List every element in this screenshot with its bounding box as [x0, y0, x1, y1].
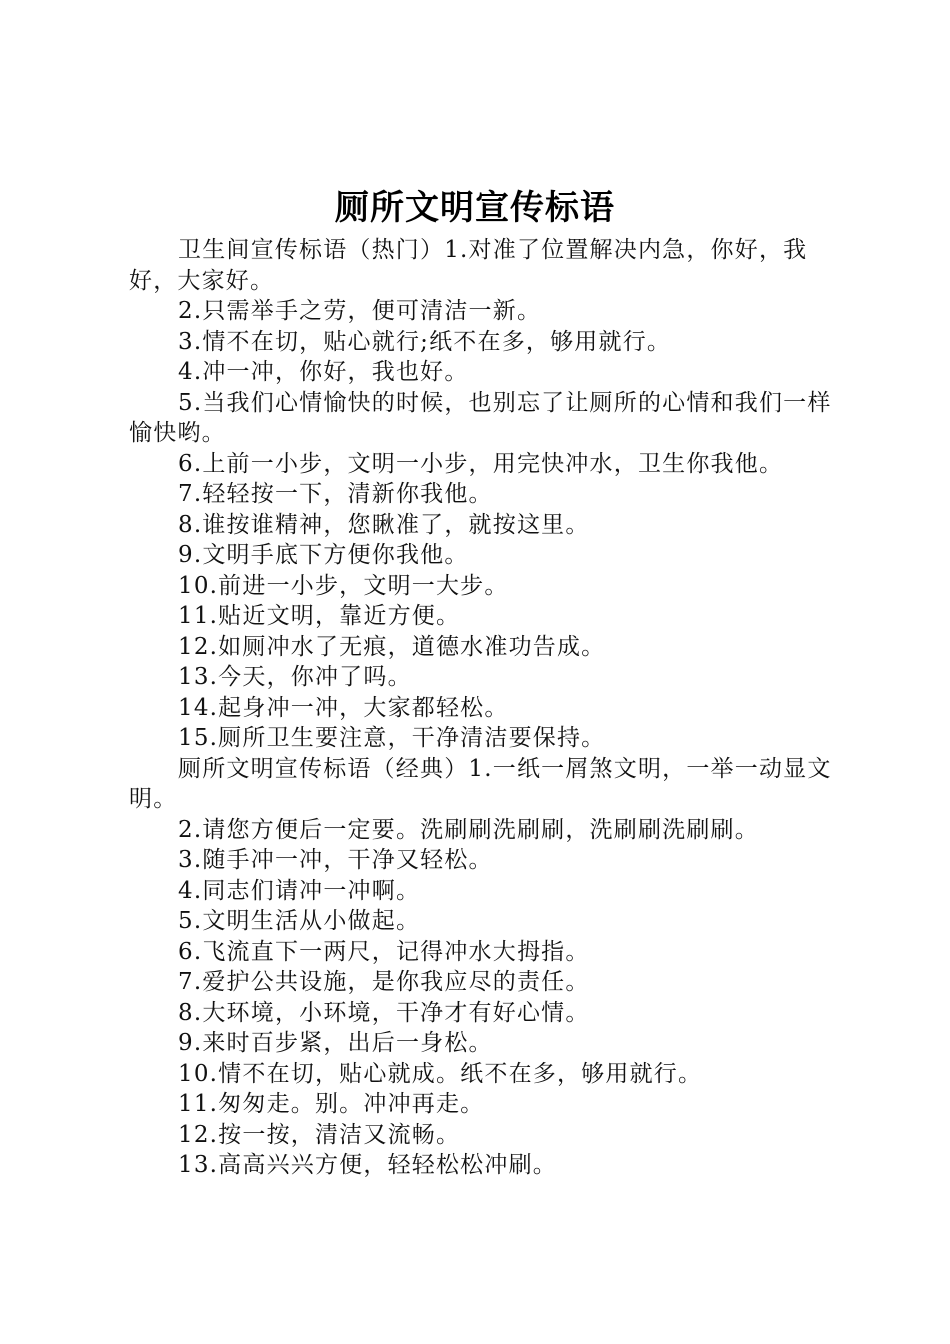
paragraph: 3.随手冲一冲，干净又轻松。 [178, 847, 493, 873]
paragraph: 8.大环境，小环境，干净才有好心情。 [178, 999, 590, 1026]
paragraph: 7.爱护公共设施，是你我应尽的责任。 [178, 969, 590, 995]
paragraph: 厕所文明宣传标语（经典）1.一纸一屑煞文明，一举一动显文明。 [129, 755, 832, 812]
paragraph: 5.文明生活从小做起。 [178, 908, 421, 934]
paragraph: 11.匆匆走。别。冲冲再走。 [178, 1091, 485, 1117]
paragraph: 10.情不在切，贴心就成。纸不在多，够用就行。 [178, 1060, 703, 1087]
paragraph: 6.上前一小步，文明一小步，用完快冲水，卫生你我他。 [178, 450, 784, 477]
paragraph: 2.请您方便后一定要。洗刷刷洗刷刷，洗刷刷洗刷刷。 [178, 816, 759, 843]
paragraph: 12.如厕冲水了无痕，道德水准功告成。 [178, 633, 606, 660]
paragraph: 9.文明手底下方便你我他。 [178, 542, 469, 568]
paragraph: 3.情不在切，贴心就行;纸不在多，够用就行。 [178, 328, 672, 355]
paragraph: 4.冲一冲，你好，我也好。 [178, 359, 469, 385]
paragraph: 12.按一按，清洁又流畅。 [178, 1121, 461, 1148]
paragraph: 9.来时百步紧，出后一身松。 [178, 1030, 493, 1056]
document-body [129, 235, 834, 1181]
document-title: 厕所文明宣传标语 [335, 188, 615, 228]
paragraph: 7.轻轻按一下，清新你我他。 [178, 481, 493, 507]
paragraph: 5.当我们心情愉快的时候，也别忘了让厕所的心情和我们一样愉快哟。 [129, 389, 832, 446]
paragraph: 13.今天，你冲了吗。 [178, 664, 412, 690]
paragraph: 卫生间宣传标语（热门）1.对准了位置解决内急，你好，我好，大家好。 [129, 237, 808, 294]
paragraph: 8.谁按谁精神，您瞅准了，就按这里。 [178, 511, 590, 538]
paragraph: 11.贴近文明，靠近方便。 [178, 603, 461, 629]
paragraph: 4.同志们请冲一冲啊。 [178, 877, 421, 904]
paragraph: 13.高高兴兴方便，轻轻松松冲刷。 [178, 1152, 557, 1178]
paragraph: 15.厕所卫生要注意，干净清洁要保持。 [178, 725, 606, 751]
paragraph: 10.前进一小步，文明一大步。 [178, 572, 509, 599]
paragraph: 6.飞流直下一两尺，记得冲水大拇指。 [178, 938, 590, 965]
paragraph: 14.起身冲一冲，大家都轻松。 [178, 694, 509, 721]
paragraph: 2.只需举手之劳，便可清洁一新。 [178, 298, 542, 324]
